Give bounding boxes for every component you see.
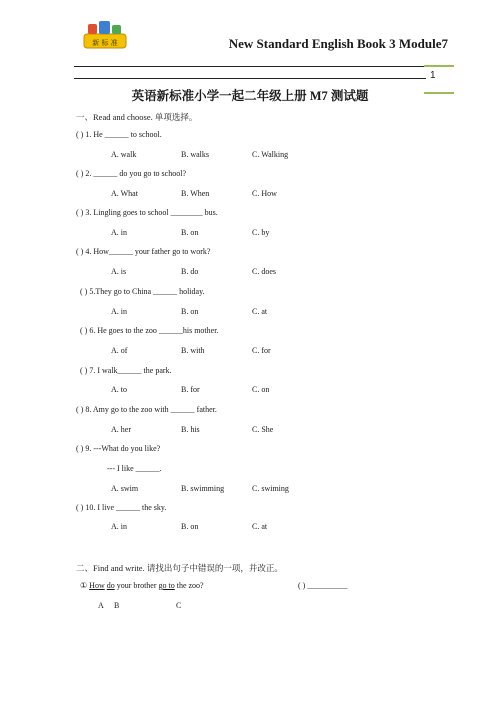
- question-8: ( ) 8. Amy go to the zoo with ______ father.: [76, 405, 217, 414]
- q10-option-b: B. on: [181, 522, 199, 531]
- section1-heading: 一、Read and choose. 单项选择。: [76, 112, 198, 122]
- label-c: C: [176, 601, 182, 610]
- find-write-item-1: [80, 581, 204, 590]
- header-rule-top: [74, 66, 426, 67]
- q9-option-c: C. swiming: [252, 484, 289, 493]
- q6-option-b: B. with: [181, 346, 205, 355]
- header-rule-bottom: [74, 78, 426, 79]
- underlined-word-b: do: [106, 581, 115, 590]
- q8-option-b: B. his: [181, 425, 200, 434]
- question-4: ( ) 4. How______ your father go to work?: [76, 247, 211, 256]
- underlined-word-c: go to: [158, 581, 175, 590]
- question-3: ( ) 3. Lingling goes to school ________ bus.: [76, 208, 218, 217]
- section2-heading: 二、Find and write. 请找出句子中错误的一项，并改正。: [76, 563, 283, 573]
- q1-option-b: B. walks: [181, 150, 209, 159]
- publisher-logo: [82, 18, 128, 50]
- q10-option-a: A. in: [111, 522, 127, 531]
- question-6: ( ) 6. He goes to the zoo ______his mother.: [80, 326, 219, 335]
- q7-option-c: C. on: [252, 385, 270, 394]
- underlined-word-a: How: [89, 581, 105, 590]
- q6-option-c: C. for: [252, 346, 271, 355]
- q5-option-b: B. on: [181, 307, 199, 316]
- label-b: B: [114, 601, 120, 610]
- question-9: ( ) 9. ---What do you like?: [76, 444, 161, 453]
- q7-option-a: A. to: [111, 385, 127, 394]
- item-number: ①: [80, 581, 88, 590]
- page-num-bar-top: [424, 65, 454, 67]
- header-title: New Standard English Book 3 Module7: [228, 36, 448, 51]
- q4-option-a: A. is: [111, 267, 127, 276]
- label-a: A: [98, 601, 104, 610]
- q2-option-c: C. How: [252, 189, 277, 198]
- q9-option-b: B. swimming: [181, 484, 225, 493]
- q3-option-a: A. in: [111, 228, 127, 237]
- q5-option-c: C. at: [252, 307, 268, 316]
- q3-option-c: C. by: [252, 228, 270, 237]
- question-5: ( ) 5.They go to China ______ holiday.: [80, 287, 205, 296]
- q8-option-c: C. She: [252, 425, 274, 434]
- document-title: 英语新标准小学一起二年级上册 M7 测试题: [131, 89, 369, 103]
- q1-option-c: C. Walking: [252, 150, 289, 159]
- q1-option-a: A. walk: [111, 150, 137, 159]
- question-2: ( ) 2. ______ do you go to school?: [76, 169, 186, 178]
- q4-option-c: C. does: [252, 267, 276, 276]
- q10-option-c: C. at: [252, 522, 268, 531]
- logo-text: 新 标 准: [92, 39, 118, 47]
- page-number: 1: [430, 70, 436, 81]
- q9-option-a: A. swim: [111, 484, 139, 493]
- q2-option-b: B. When: [181, 189, 210, 198]
- question-9-reply: --- I like ______.: [107, 464, 162, 473]
- q5-option-a: A. in: [111, 307, 127, 316]
- question-10: ( ) 10. I live ______ the sky.: [76, 503, 167, 512]
- question-1: ( ) 1. He ______ to school.: [76, 130, 162, 139]
- answer-blank: ( ) __________: [298, 581, 348, 590]
- sentence-end: the zoo?: [176, 581, 204, 590]
- q3-option-b: B. on: [181, 228, 199, 237]
- question-7: ( ) 7. I walk______ the park.: [80, 366, 172, 375]
- q2-option-a: A. What: [111, 189, 138, 198]
- q8-option-a: A. her: [111, 425, 131, 434]
- sentence-middle: your brother: [116, 581, 157, 590]
- q6-option-a: A. of: [111, 346, 128, 355]
- q7-option-b: B. for: [181, 385, 200, 394]
- q4-option-b: B. do: [181, 267, 199, 276]
